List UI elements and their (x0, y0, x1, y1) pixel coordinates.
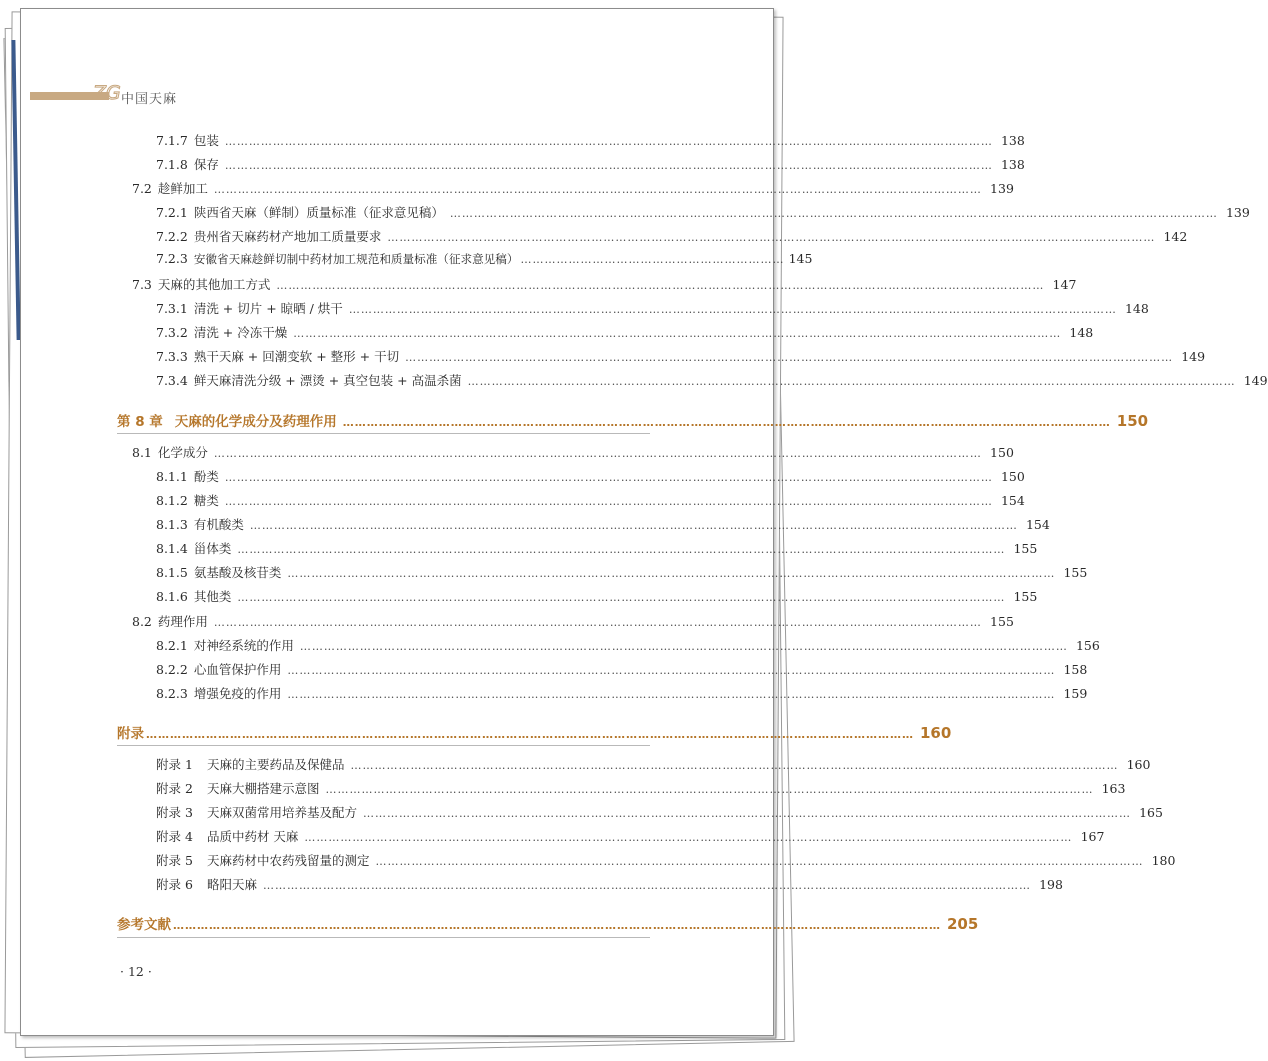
section-divider (117, 937, 650, 938)
appendix-number: 附录 4 (156, 829, 193, 844)
toc-entry[interactable] (156, 563, 1088, 581)
toc-entry[interactable] (132, 275, 1077, 293)
page-number: 165 (1139, 805, 1163, 820)
page-number: 163 (1101, 781, 1126, 796)
page-number: 160 (920, 724, 952, 742)
section-title: 有机酸类 (193, 517, 244, 532)
leader-dots: ………………………………………………………………………………………………………………………………………………………………………… (224, 495, 993, 508)
appendix-number: 附录 6 (156, 877, 193, 892)
leader-dots: ………………………………………………………………………………………………………………………………………………………………………… (287, 688, 1056, 701)
appendix-entry-title: 略阳天麻 (206, 877, 257, 892)
section-number: 8.1.1 (156, 469, 188, 484)
leader-dots: ………………………………………………………………………………………………………………………………………………………………………… (387, 231, 1156, 244)
toc-references[interactable] (117, 913, 979, 933)
leader-dots: ………………………………………………………………………………………………………………………………………………………………………… (375, 855, 1144, 868)
page-number: 154 (1000, 493, 1025, 508)
toc-entry[interactable] (156, 131, 1025, 149)
section-number: 8.1.4 (156, 541, 188, 556)
page-number: 205 (947, 915, 979, 933)
section-number: 7.3 (132, 277, 152, 292)
toc-entry[interactable] (156, 587, 1038, 605)
section-divider (117, 433, 650, 434)
toc-entry[interactable] (156, 491, 1025, 509)
section-number: 7.3.4 (156, 373, 188, 388)
toc-entry[interactable] (156, 347, 1206, 365)
page-number: 138 (1000, 133, 1025, 148)
appendix-entry-title: 天麻大棚搭建示意图 (206, 781, 320, 796)
page-number: 158 (1063, 662, 1088, 677)
section-title: 对神经系统的作用 (193, 638, 294, 653)
page-number: 156 (1075, 638, 1100, 653)
toc-entry[interactable] (156, 875, 1063, 893)
toc-chapter-8[interactable] (117, 410, 1149, 430)
appendix-number: 附录 1 (156, 757, 193, 772)
section-title: 清洗 + 冷冻干燥 (193, 325, 288, 340)
toc-entry[interactable] (132, 179, 1014, 197)
toc-entry[interactable] (132, 443, 1014, 461)
section-number: 7.2.1 (156, 205, 188, 220)
leader-dots: ………………………………………………………………………………………………………………………………………………………………………… (299, 640, 1068, 653)
toc-entry[interactable] (156, 827, 1105, 845)
page-number: 150 (990, 445, 1014, 460)
appendix-title: 附录 (117, 726, 144, 742)
svg-text:ZG: ZG (93, 82, 121, 104)
section-number: 7.3.1 (156, 301, 188, 316)
section-number: 7.3.2 (156, 325, 188, 340)
leader-dots: ………………………………………………………………………………………………………………………………………………………………………… (262, 879, 1031, 892)
page-number: 150 (1000, 469, 1025, 484)
footer-page-number: · 12 · (120, 964, 152, 979)
leader-dots: ………………………………………………………………………………………………………………………………………………………………………… (224, 135, 993, 148)
toc-entry[interactable] (156, 779, 1126, 797)
page-number: 149 (1243, 373, 1268, 388)
appendix-entry-title: 品质中药材 天麻 (206, 829, 299, 844)
page-number: 149 (1181, 349, 1206, 364)
toc-entry[interactable] (156, 684, 1088, 702)
leader-dots: ………………………………………………………………………………………………………………………………………………………………………… (276, 279, 1045, 292)
page-number: 142 (1163, 229, 1188, 244)
leader-dots: ………………………………………………………………………………………………………………………………………………………………………… (350, 759, 1119, 772)
book-title: 中国天麻 (121, 92, 178, 107)
section-title: 包装 (193, 133, 219, 148)
page-number: 139 (990, 181, 1014, 196)
leader-dots: ………………………………………………………………………………………………………………………………………………………………………… (467, 375, 1236, 388)
page-number: 154 (1025, 517, 1050, 532)
page-number: 155 (1063, 565, 1088, 580)
leader-dots: ………………………………………………………………………………………………………………………………………………………………………… (249, 519, 1018, 532)
section-title: 化学成分 (157, 445, 208, 460)
toc-entry[interactable] (156, 515, 1050, 533)
section-title: 氨基酸及核苷类 (193, 565, 282, 580)
leader-dots: ………………………………………………………… (520, 253, 785, 266)
leader-dots: ………………………………………………………………………………………………………………………………………………………………………… (304, 831, 1073, 844)
appendix-number: 附录 5 (156, 853, 193, 868)
section-number: 7.2.2 (156, 229, 188, 244)
toc-appendix[interactable] (117, 722, 952, 742)
section-title: 酚类 (193, 469, 219, 484)
page-number: 198 (1039, 877, 1063, 892)
leader-dots: ………………………………………………………………………………………………………………………………………………………………………… (237, 543, 1006, 556)
references-title: 参考文献 (117, 917, 171, 933)
toc-entry[interactable] (156, 539, 1038, 557)
section-title: 安徽省天麻趁鲜切制中药材加工规范和质量标准（征求意见稿） (193, 252, 519, 266)
appendix-entry-title: 天麻的主要药品及保健品 (206, 757, 345, 772)
toc-entry[interactable] (156, 755, 1151, 773)
section-title: 天麻的其他加工方式 (157, 277, 271, 292)
page-number: 145 (788, 251, 813, 266)
leader-dots: ………………………………………………………………………………………………………………………………………………………………………… (237, 591, 1006, 604)
section-number: 8.2.3 (156, 686, 188, 701)
section-title: 贵州省天麻药材产地加工质量要求 (193, 229, 382, 244)
section-number: 8.2.2 (156, 662, 188, 677)
section-title: 其他类 (193, 589, 232, 604)
leader-dots: ………………………………………………………………………………………………………………………………………………………………………… (405, 351, 1174, 364)
section-title: 熟干天麻 + 回潮变软 + 整形 + 干切 (193, 349, 400, 364)
section-number: 8.2.1 (156, 638, 188, 653)
page-number: 160 (1126, 757, 1151, 772)
section-title: 趁鲜加工 (157, 181, 208, 196)
page-number: 150 (1116, 412, 1149, 430)
section-number: 7.3.3 (156, 349, 188, 364)
section-number: 7.1.8 (156, 157, 188, 172)
section-divider (117, 745, 650, 746)
section-number: 7.2.3 (156, 251, 188, 266)
section-title: 甾体类 (193, 541, 232, 556)
section-title: 糖类 (193, 493, 219, 508)
leader-dots: ………………………………………………………………………………………………………………………………………………………………………… (213, 447, 982, 460)
leader-dots: ………………………………………………………………………………………………………………………………………………………………………… (213, 616, 982, 629)
page-number: 148 (1069, 325, 1094, 340)
toc-entry[interactable] (156, 803, 1163, 821)
page-number: 155 (1013, 589, 1038, 604)
leader-dots: ………………………………………………………………………………………………………………………………………………………………………… (362, 807, 1131, 820)
toc-entry[interactable] (156, 371, 1268, 389)
appendix-entry-title: 天麻双菌常用培养基及配方 (206, 805, 357, 820)
toc-entry[interactable] (156, 660, 1088, 678)
section-number: 8.2 (132, 614, 152, 629)
section-title: 清洗 + 切片 + 晾晒 / 烘干 (193, 301, 343, 316)
leader-dots: ………………………………………………………………………………………………………………………………………………………………………… (213, 183, 982, 196)
page-number: 155 (990, 614, 1014, 629)
toc-entry[interactable] (156, 227, 1188, 245)
section-number: 8.1.6 (156, 589, 188, 604)
section-title: 保存 (193, 157, 219, 172)
section-number: 8.1 (132, 445, 152, 460)
page-number: 147 (1052, 277, 1077, 292)
page-number: 180 (1151, 853, 1176, 868)
appendix-entry-title: 天麻药材中农药残留量的测定 (206, 853, 370, 868)
leader-dots: ………………………………………………………………………………………………………………………………………………………………………… (287, 567, 1056, 580)
section-title: 陕西省天麻（鲜制）质量标准（征求意见稿） (193, 205, 444, 220)
appendix-number: 附录 2 (156, 781, 193, 796)
toc-entry[interactable] (156, 851, 1176, 869)
leader-dots: ………………………………………………………………………………………………………………………………………………………………………… (224, 159, 993, 172)
leader-dots: ………………………………………………………………………………………………………………………………………………………………………… (173, 919, 941, 932)
page-number: 159 (1063, 686, 1088, 701)
leader-dots: ………………………………………………………………………………………………………………………………………………………………………… (146, 728, 914, 741)
leader-dots: ………………………………………………………………………………………………………………………………………………………………………… (224, 471, 993, 484)
leader-dots: ………………………………………………………………………………………………………………………………………………………………………… (348, 303, 1117, 316)
section-number: 8.1.2 (156, 493, 188, 508)
section-number: 8.1.5 (156, 565, 188, 580)
toc-entry[interactable] (156, 203, 1250, 221)
page-number: 148 (1124, 301, 1149, 316)
leader-dots: ………………………………………………………………………………………………………………………………………………………………………… (342, 416, 1111, 429)
toc-entry[interactable] (156, 155, 1025, 173)
zg-logo (93, 79, 123, 105)
chapter-number: 第 8 章 (117, 414, 163, 430)
chapter-title: 天麻的化学成分及药理作用 (174, 414, 337, 430)
toc-entry[interactable] (156, 636, 1100, 654)
section-title: 鲜天麻清洗分级 + 漂烫 + 真空包装 + 高温杀菌 (193, 373, 462, 388)
page-number: 167 (1080, 829, 1105, 844)
appendix-number: 附录 3 (156, 805, 193, 820)
section-number: 8.1.3 (156, 517, 188, 532)
page-number: 138 (1000, 157, 1025, 172)
toc-entry[interactable] (156, 251, 813, 267)
leader-dots: ………………………………………………………………………………………………………………………………………………………………………… (325, 783, 1094, 796)
leader-dots: ………………………………………………………………………………………………………………………………………………………………………… (449, 207, 1218, 220)
leader-dots: ………………………………………………………………………………………………………………………………………………………………………… (293, 327, 1062, 340)
toc-entry[interactable] (156, 299, 1149, 317)
toc-entry[interactable] (132, 612, 1014, 630)
section-title: 心血管保护作用 (193, 662, 282, 677)
page-number: 155 (1013, 541, 1038, 556)
section-number: 7.2 (132, 181, 152, 196)
toc-entry[interactable] (156, 323, 1094, 341)
section-title: 药理作用 (157, 614, 208, 629)
page-number: 139 (1225, 205, 1250, 220)
toc-page (20, 8, 1268, 1036)
leader-dots: ………………………………………………………………………………………………………………………………………………………………………… (287, 664, 1056, 677)
section-title: 增强免疫的作用 (193, 686, 282, 701)
toc-entry[interactable] (156, 467, 1025, 485)
section-number: 7.1.7 (156, 133, 188, 148)
